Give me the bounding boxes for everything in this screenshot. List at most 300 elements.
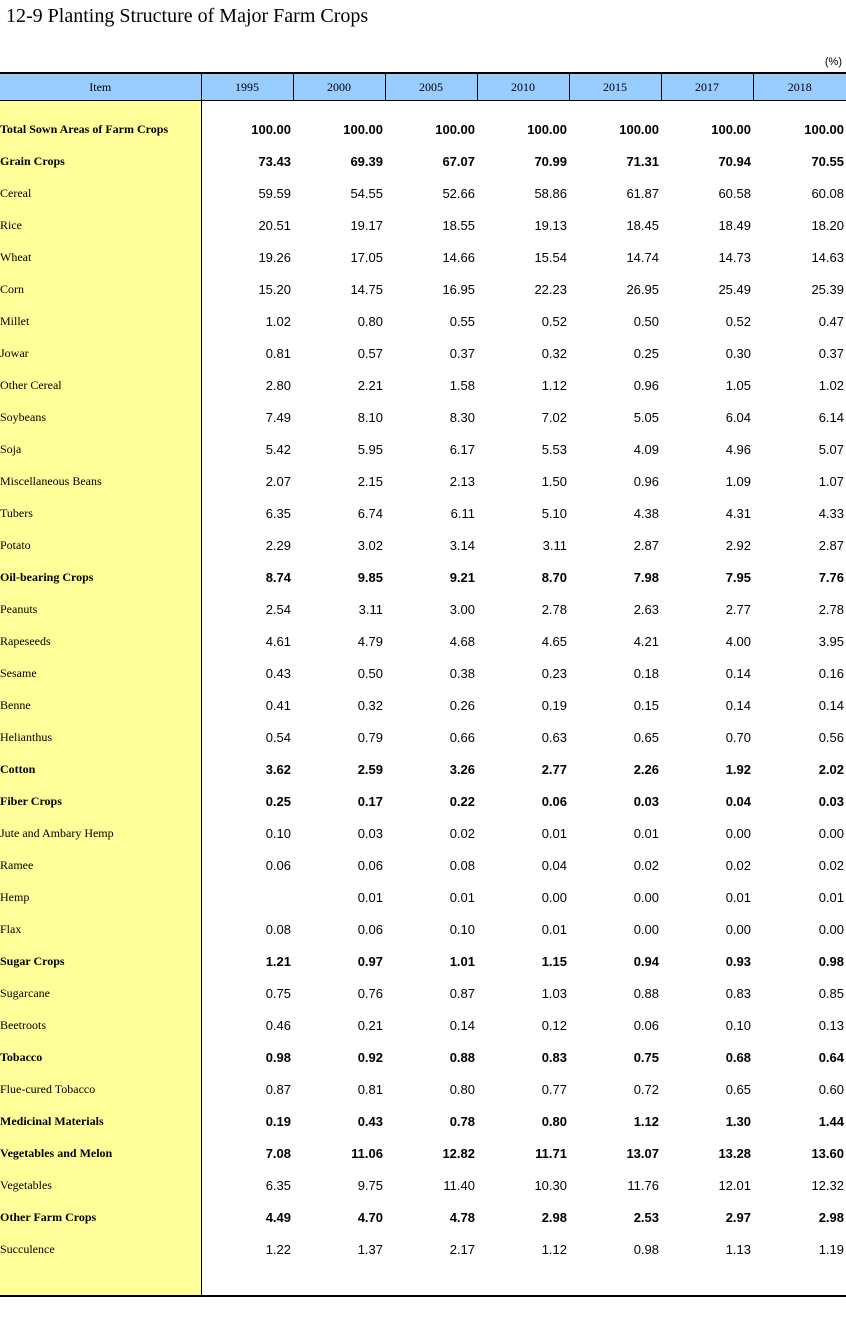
value-cell: 13.07 [626, 1145, 659, 1161]
value-cell: 0.03 [357, 825, 383, 841]
value-cell: 3.11 [358, 601, 383, 617]
value-cell: 6.35 [265, 505, 291, 521]
value-cell: 0.66 [449, 729, 475, 745]
table-row [0, 529, 846, 561]
value-cell: 6.14 [818, 409, 844, 425]
table-row [0, 177, 846, 209]
value-cell: 1.07 [818, 473, 844, 489]
row-label: Jowar [0, 337, 201, 369]
value-cell: 0.17 [357, 793, 383, 809]
value-cell: 1.12 [541, 1241, 567, 1257]
row-label: Sesame [0, 657, 201, 689]
table-row [0, 273, 846, 305]
header-year: 2018 [753, 73, 846, 101]
value-cell: 9.85 [357, 569, 383, 585]
value-cell: 0.01 [541, 921, 567, 937]
value-cell: 12.32 [811, 1177, 844, 1193]
value-cell: 1.37 [357, 1241, 383, 1257]
table-row [0, 305, 846, 337]
value-cell: 1.92 [725, 761, 751, 777]
row-label: Other Cereal [0, 369, 201, 401]
value-cell: 70.94 [718, 153, 751, 169]
row-label: Peanuts [0, 593, 201, 625]
value-cell: 8.70 [541, 569, 567, 585]
value-cell: 61.87 [626, 185, 659, 201]
value-cell: 0.25 [265, 793, 291, 809]
value-cell: 2.15 [357, 473, 383, 489]
row-label: Miscellaneous Beans [0, 465, 201, 497]
value-cell: 0.56 [818, 729, 844, 745]
value-cell: 0.38 [449, 665, 475, 681]
value-cell: 7.76 [818, 569, 844, 585]
value-cell: 15.54 [534, 249, 567, 265]
value-cell: 0.63 [541, 729, 567, 745]
value-cell: 0.75 [265, 985, 291, 1001]
value-cell: 0.02 [449, 825, 475, 841]
value-cell: 71.31 [626, 153, 659, 169]
value-cell: 2.21 [357, 377, 383, 393]
value-cell: 0.52 [541, 313, 567, 329]
value-cell: 25.39 [811, 281, 844, 297]
value-cell: 0.88 [633, 985, 659, 1001]
row-label: Helianthus [0, 721, 201, 753]
value-cell: 3.11 [542, 537, 567, 553]
value-cell: 0.37 [449, 345, 475, 361]
table-row [0, 945, 846, 977]
value-cell: 0.78 [449, 1113, 475, 1129]
value-cell: 18.20 [811, 217, 844, 233]
row-label: Flue-cured Tobacco [0, 1073, 201, 1105]
value-cell: 0.98 [633, 1241, 659, 1257]
table-row [0, 977, 846, 1009]
table-row [0, 1009, 846, 1041]
row-label: Succulence [0, 1233, 201, 1265]
value-cell: 1.58 [449, 377, 475, 393]
value-cell: 100.00 [619, 121, 659, 137]
value-cell: 1.21 [265, 953, 291, 969]
value-cell: 2.80 [265, 377, 291, 393]
value-cell: 0.98 [265, 1049, 291, 1065]
value-cell: 0.00 [725, 921, 751, 937]
value-cell: 4.09 [633, 441, 659, 457]
row-label: Corn [0, 273, 201, 305]
value-cell: 70.99 [534, 153, 567, 169]
value-cell: 11.71 [535, 1145, 567, 1161]
value-cell: 2.53 [633, 1209, 659, 1225]
value-cell: 10.30 [534, 1177, 567, 1193]
value-cell: 2.98 [818, 1209, 844, 1225]
table-row [0, 721, 846, 753]
value-cell: 7.98 [633, 569, 659, 585]
value-cell: 0.70 [725, 729, 751, 745]
value-cell: 5.42 [265, 441, 291, 457]
value-cell: 0.52 [725, 313, 751, 329]
value-cell: 4.65 [541, 633, 567, 649]
value-cell: 2.77 [541, 761, 567, 777]
row-label: Tubers [0, 497, 201, 529]
table-row [0, 337, 846, 369]
value-cell: 12.82 [442, 1145, 475, 1161]
value-cell: 0.02 [725, 857, 751, 873]
value-cell: 1.02 [818, 377, 844, 393]
value-cell: 9.21 [449, 569, 475, 585]
value-cell: 0.21 [357, 1017, 383, 1033]
value-cell: 18.55 [442, 217, 475, 233]
table-row [0, 689, 846, 721]
value-cell: 11.06 [351, 1145, 383, 1161]
row-label: Tobacco [0, 1041, 201, 1073]
value-cell: 52.66 [442, 185, 475, 201]
tail-cell [201, 1265, 846, 1296]
table-row [0, 593, 846, 625]
value-cell: 0.04 [541, 857, 567, 873]
value-cell: 2.78 [818, 601, 844, 617]
value-cell: 0.83 [725, 985, 751, 1001]
value-cell: 0.06 [357, 921, 383, 937]
value-cell: 3.95 [818, 633, 844, 649]
value-cell: 6.17 [449, 441, 475, 457]
value-cell: 0.47 [818, 313, 844, 329]
table-row [0, 241, 846, 273]
row-label: Vegetables [0, 1169, 201, 1201]
table-row [0, 657, 846, 689]
value-cell: 0.08 [449, 857, 475, 873]
value-cell: 14.73 [718, 249, 751, 265]
value-cell: 0.77 [541, 1081, 567, 1097]
table-row [0, 145, 846, 177]
value-cell: 2.98 [541, 1209, 567, 1225]
value-cell: 1.50 [541, 473, 567, 489]
value-cell: 0.00 [725, 825, 751, 841]
value-cell: 0.96 [633, 377, 659, 393]
value-cell: 26.95 [626, 281, 659, 297]
value-cell: 0.32 [541, 345, 567, 361]
row-label: Oil-bearing Crops [0, 561, 201, 593]
value-cell: 9.75 [357, 1177, 383, 1193]
value-cell: 0.25 [633, 345, 659, 361]
value-cell: 100.00 [343, 121, 383, 137]
value-cell: 0.30 [725, 345, 751, 361]
crop-structure-table [0, 72, 846, 1297]
value-cell: 0.43 [265, 665, 291, 681]
value-cell: 2.17 [449, 1241, 475, 1257]
value-cell: 0.14 [725, 697, 751, 713]
header-row [0, 73, 846, 101]
tail-item-cell [0, 1265, 201, 1296]
value-cell: 0.16 [818, 665, 844, 681]
value-cell: 60.08 [811, 185, 844, 201]
spacer-row [0, 101, 846, 114]
value-cell: 14.63 [811, 249, 844, 265]
row-label: Benne [0, 689, 201, 721]
header-year: 2000 [293, 73, 385, 101]
value-cell: 3.00 [449, 601, 475, 617]
spacer-cell [201, 101, 846, 114]
value-cell: 0.01 [725, 889, 751, 905]
value-cell: 0.06 [541, 793, 567, 809]
value-cell: 100.00 [711, 121, 751, 137]
table-bottom-rule [0, 1265, 846, 1296]
row-label: Ramee [0, 849, 201, 881]
value-cell: 3.02 [357, 537, 383, 553]
value-cell: 0.14 [818, 697, 844, 713]
value-cell: 0.01 [357, 889, 383, 905]
value-cell: 2.13 [449, 473, 475, 489]
table-row [0, 561, 846, 593]
value-cell: 0.96 [633, 473, 659, 489]
row-label: Soja [0, 433, 201, 465]
value-cell: 1.05 [725, 377, 751, 393]
row-label: Grain Crops [0, 145, 201, 177]
value-cell: 3.14 [449, 537, 475, 553]
value-cell: 0.97 [357, 953, 383, 969]
value-cell: 16.95 [442, 281, 475, 297]
value-cell: 1.15 [541, 953, 567, 969]
value-cell: 73.43 [258, 153, 291, 169]
header-year: 1995 [201, 73, 293, 101]
value-cell: 0.04 [725, 793, 751, 809]
value-cell: 17.05 [350, 249, 383, 265]
value-cell: 0.14 [725, 665, 751, 681]
value-cell: 0.32 [357, 697, 383, 713]
value-cell: 0.37 [818, 345, 844, 361]
value-cell: 0.06 [633, 1017, 659, 1033]
value-cell: 0.92 [357, 1049, 383, 1065]
header-year: 2005 [385, 73, 477, 101]
value-cell: 1.22 [265, 1241, 291, 1257]
value-cell: 0.72 [633, 1081, 659, 1097]
value-cell: 0.87 [265, 1081, 291, 1097]
row-label: Cotton [0, 753, 201, 785]
table-row [0, 369, 846, 401]
value-cell: 0.88 [449, 1049, 475, 1065]
value-cell: 0.50 [633, 313, 659, 329]
header-year: 2010 [477, 73, 569, 101]
value-cell: 7.95 [725, 569, 751, 585]
table-row [0, 465, 846, 497]
value-cell: 19.13 [534, 217, 567, 233]
row-label: Wheat [0, 241, 201, 273]
value-cell: 1.01 [449, 953, 475, 969]
row-label: Potato [0, 529, 201, 561]
value-cell: 60.58 [718, 185, 751, 201]
value-cell: 0.65 [633, 729, 659, 745]
header-year: 2017 [661, 73, 753, 101]
value-cell: 1.02 [265, 313, 291, 329]
value-cell: 1.03 [541, 985, 567, 1001]
header-item: Item [0, 73, 201, 101]
value-cell: 4.61 [265, 633, 291, 649]
value-cell: 5.53 [541, 441, 567, 457]
row-label: Rapeseeds [0, 625, 201, 657]
value-cell: 2.87 [633, 537, 659, 553]
value-cell: 4.33 [818, 505, 844, 521]
value-cell: 4.68 [449, 633, 475, 649]
value-cell: 18.49 [718, 217, 751, 233]
value-cell: 2.07 [265, 473, 291, 489]
value-cell: 0.50 [357, 665, 383, 681]
value-cell: 7.49 [265, 409, 291, 425]
value-cell: 0.80 [541, 1113, 567, 1129]
value-cell: 7.08 [265, 1145, 291, 1161]
value-cell: 0.10 [265, 825, 291, 841]
value-cell: 6.11 [450, 505, 475, 521]
value-cell: 8.30 [449, 409, 475, 425]
value-cell: 70.55 [811, 153, 844, 169]
value-cell: 0.80 [449, 1081, 475, 1097]
row-label: Rice [0, 209, 201, 241]
value-cell: 0.00 [633, 889, 659, 905]
value-cell: 2.59 [357, 761, 383, 777]
value-cell: 0.13 [818, 1017, 844, 1033]
value-cell: 0.93 [725, 953, 751, 969]
value-cell: 2.54 [265, 601, 291, 617]
value-cell: 0.43 [357, 1113, 383, 1129]
value-cell: 0.19 [541, 697, 567, 713]
value-cell: 20.51 [258, 217, 291, 233]
value-cell: 0.65 [725, 1081, 751, 1097]
value-cell: 0.10 [725, 1017, 751, 1033]
value-cell: 8.74 [265, 569, 291, 585]
value-cell: 3.26 [449, 761, 475, 777]
table-row [0, 497, 846, 529]
value-cell: 2.63 [633, 601, 659, 617]
spacer-item-cell [0, 101, 201, 114]
row-label: Sugarcane [0, 977, 201, 1009]
value-cell [201, 881, 293, 913]
table-row [0, 1169, 846, 1201]
value-cell: 0.02 [818, 857, 844, 873]
table-row [0, 1201, 846, 1233]
value-cell: 2.97 [725, 1209, 751, 1225]
value-cell: 0.64 [818, 1049, 844, 1065]
value-cell: 6.35 [265, 1177, 291, 1193]
value-cell: 2.26 [633, 761, 659, 777]
table-row [0, 881, 846, 913]
value-cell: 0.22 [449, 793, 475, 809]
row-label: Sugar Crops [0, 945, 201, 977]
value-cell: 14.74 [626, 249, 659, 265]
value-cell: 1.09 [725, 473, 751, 489]
value-cell: 19.26 [258, 249, 291, 265]
value-cell: 5.10 [541, 505, 567, 521]
value-cell: 0.94 [633, 953, 659, 969]
value-cell: 1.12 [541, 377, 567, 393]
table-row [0, 1105, 846, 1137]
value-cell: 5.05 [633, 409, 659, 425]
value-cell: 4.31 [725, 505, 751, 521]
value-cell: 59.59 [258, 185, 291, 201]
value-cell: 0.83 [541, 1049, 567, 1065]
value-cell: 6.04 [725, 409, 751, 425]
value-cell: 0.06 [265, 857, 291, 873]
table-row [0, 1041, 846, 1073]
value-cell: 11.76 [627, 1177, 659, 1193]
value-cell: 0.68 [725, 1049, 751, 1065]
value-cell: 0.00 [541, 889, 567, 905]
table-row [0, 625, 846, 657]
value-cell: 2.87 [818, 537, 844, 553]
value-cell: 0.46 [265, 1017, 291, 1033]
value-cell: 15.20 [258, 281, 291, 297]
value-cell: 22.23 [534, 281, 567, 297]
value-cell: 0.14 [449, 1017, 475, 1033]
table-row [0, 209, 846, 241]
table-row [0, 433, 846, 465]
value-cell: 58.86 [534, 185, 567, 201]
value-cell: 3.62 [265, 761, 291, 777]
row-label: Jute and Ambary Hemp [0, 817, 201, 849]
value-cell: 0.55 [449, 313, 475, 329]
value-cell: 0.10 [449, 921, 475, 937]
table-row [0, 913, 846, 945]
table-row [0, 753, 846, 785]
value-cell: 0.98 [818, 953, 844, 969]
value-cell: 0.12 [541, 1017, 567, 1033]
value-cell: 0.01 [818, 889, 844, 905]
value-cell: 54.55 [350, 185, 383, 201]
value-cell: 7.02 [541, 409, 567, 425]
value-cell: 0.02 [633, 857, 659, 873]
page-title: 12-9 Planting Structure of Major Farm Crops [6, 5, 369, 27]
table-row [0, 1073, 846, 1105]
value-cell: 0.03 [818, 793, 844, 809]
value-cell: 5.07 [818, 441, 844, 457]
value-cell: 0.06 [357, 857, 383, 873]
value-cell: 19.17 [350, 217, 383, 233]
value-cell: 0.81 [265, 345, 291, 361]
value-cell: 6.74 [357, 505, 383, 521]
value-cell: 100.00 [527, 121, 567, 137]
value-cell: 0.76 [357, 985, 383, 1001]
value-cell: 12.01 [718, 1177, 751, 1193]
value-cell: 14.75 [350, 281, 383, 297]
value-cell: 0.00 [818, 825, 844, 841]
table-row [0, 1233, 846, 1265]
value-cell: 100.00 [435, 121, 475, 137]
value-cell: 4.96 [725, 441, 751, 457]
row-label: Flax [0, 913, 201, 945]
table-row [0, 113, 846, 145]
value-cell: 67.07 [442, 153, 475, 169]
value-cell: 4.21 [633, 633, 659, 649]
table-row [0, 401, 846, 433]
value-cell: 0.81 [357, 1081, 383, 1097]
value-cell: 4.49 [265, 1209, 291, 1225]
row-label: Soybeans [0, 401, 201, 433]
value-cell: 0.15 [633, 697, 659, 713]
row-label: Beetroots [0, 1009, 201, 1041]
value-cell: 18.45 [626, 217, 659, 233]
value-cell: 13.60 [811, 1145, 844, 1161]
value-cell: 25.49 [718, 281, 751, 297]
value-cell: 0.18 [633, 665, 659, 681]
row-label: Fiber Crops [0, 785, 201, 817]
row-label: Total Sown Areas of Farm Crops [0, 113, 201, 145]
row-label: Medicinal Materials [0, 1105, 201, 1137]
value-cell: 0.23 [541, 665, 567, 681]
value-cell: 69.39 [350, 153, 383, 169]
value-cell: 0.75 [633, 1049, 659, 1065]
value-cell: 4.00 [725, 633, 751, 649]
row-label: Hemp [0, 881, 201, 913]
value-cell: 4.70 [357, 1209, 383, 1225]
table-row [0, 1137, 846, 1169]
value-cell: 0.87 [449, 985, 475, 1001]
value-cell: 0.01 [633, 825, 659, 841]
value-cell: 0.60 [818, 1081, 844, 1097]
value-cell: 13.28 [718, 1145, 751, 1161]
